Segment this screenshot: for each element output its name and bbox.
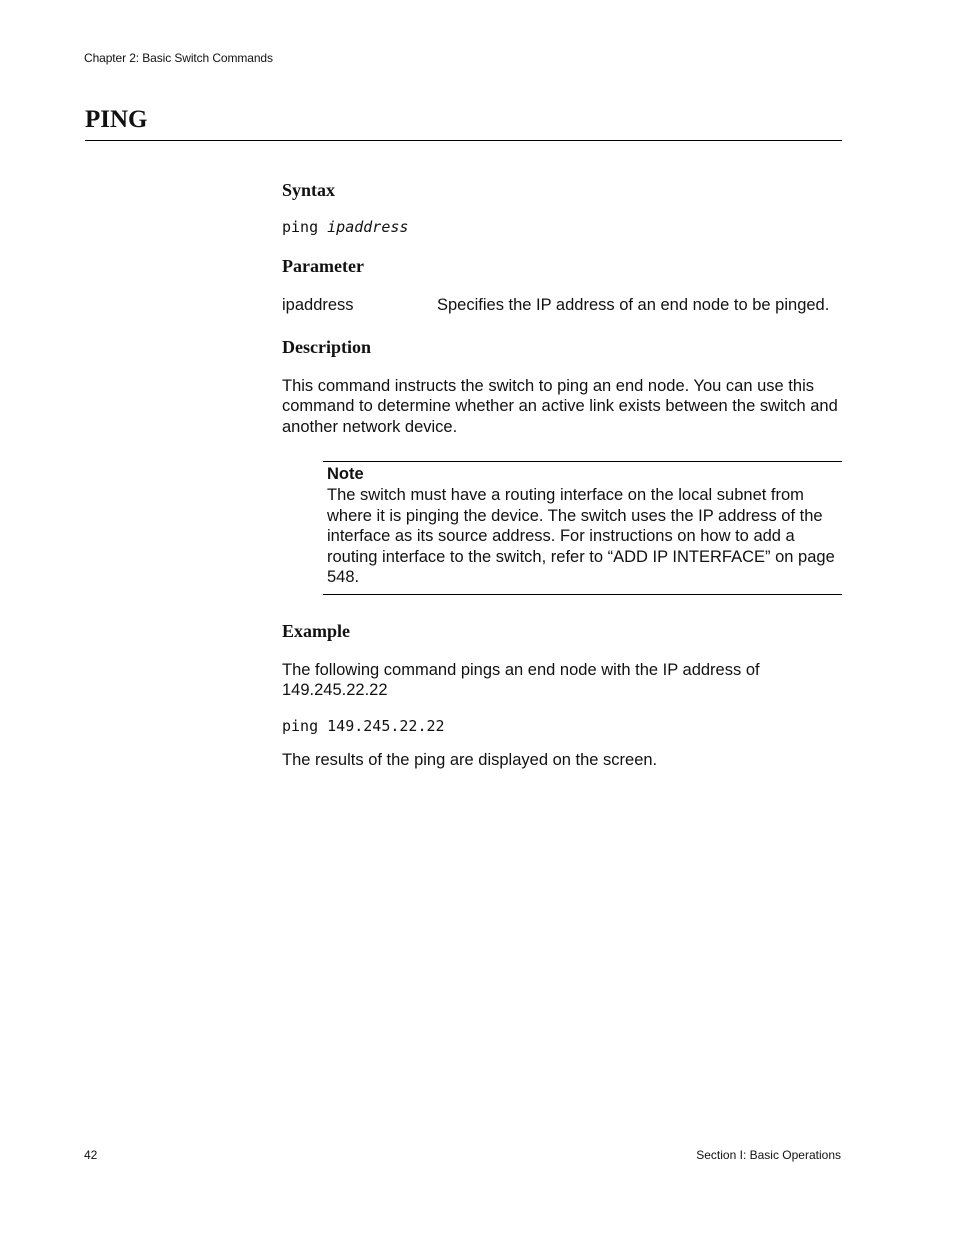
syntax-command-name: ping	[282, 218, 319, 236]
example-command: ping 149.245.22.22	[282, 717, 445, 735]
syntax-argument: ipaddress	[327, 218, 409, 236]
note-text: The switch must have a routing interface on the local subnet from where it is pinging the device. The switch uses the IP address of the interface as its source address. For instructions on how to add a routing interface to the switch, refer to “ADD IP INTERFACE” on page 548.	[327, 486, 835, 587]
description-text: This command instructs the switch to ping an end node. You can use this command to determine whether an active link exists between the switch and another network device.	[282, 377, 838, 436]
description-heading: Description	[282, 337, 371, 357]
example-result: The results of the ping are displayed on the screen.	[282, 751, 658, 769]
example-intro: The following command pings an end node with the IP address of 149.245.22.22	[282, 661, 760, 700]
running-header: Chapter 2: Basic Switch Commands	[84, 51, 273, 65]
note-title: Note	[327, 465, 364, 483]
note-box	[323, 461, 842, 595]
page-title: PING	[85, 106, 148, 133]
title-rule	[85, 140, 842, 141]
syntax-command	[282, 218, 408, 236]
running-footer: Section I: Basic Operations	[696, 1148, 841, 1162]
example-heading: Example	[282, 621, 351, 641]
page-number: 42	[84, 1148, 98, 1162]
parameter-description: Specifies the IP address of an end node to be pinged.	[437, 296, 830, 314]
parameter-name: ipaddress	[282, 296, 354, 314]
parameter-heading: Parameter	[282, 256, 364, 276]
syntax-heading: Syntax	[282, 180, 336, 200]
